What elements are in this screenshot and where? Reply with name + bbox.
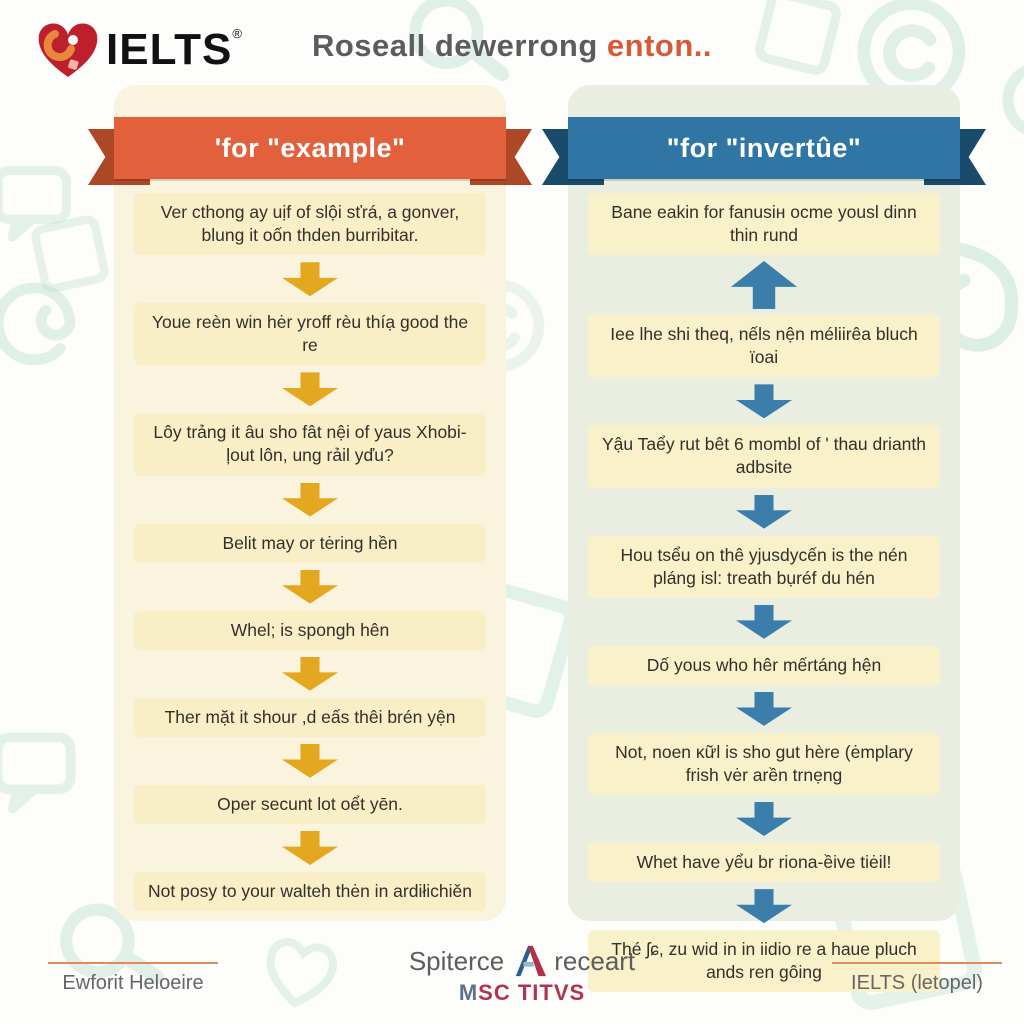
registered-mark: ® [232,26,243,41]
left-step-4: Belit may or tėring hền [134,524,486,563]
right-step-4: Hou tsểu on thê yjusdycến is the nén pláng isl: treath bụréf du hén [588,536,940,598]
footer-rule [832,962,1002,964]
right-step-1: Bane eakin for fanusiн ocme yousl dinn thin rund [588,193,940,255]
left-step-2: Youe reèn win hėr yroff rèu thíạ good the re [134,303,486,365]
left-banner-label: 'for "example" [214,132,406,163]
left-flow-panel [114,85,506,921]
down-arrow-icon [736,692,792,726]
right-banner-bar [568,117,960,179]
title-accent: enton.. [606,28,713,63]
right-step-6: Not, noen ĸữl is sho gut hère (ėmplary frish vėr arền trnẹng [588,733,940,795]
chat-bubble-doodle-icon [0,724,88,820]
down-arrow-icon [736,384,792,418]
right-step-8: Thé ʃɕ, zu wid in in iidio re a haue pluch ands ren gôing [588,930,940,992]
left-step-8: Not posy to your walteh thėn in ardiłichiěn [134,872,486,911]
swirl-doodle-icon [0,262,94,382]
a-mark-icon [510,944,548,978]
footer-left-credit [48,962,218,995]
footer-sub-rest: SC TITVS [478,980,586,1005]
right-step-7: Whet have yểu br riona-ềive tiėil! [588,843,940,882]
chat-bubble-doodle-icon [0,158,82,248]
down-arrow-icon [282,744,338,778]
down-arrow-icon [282,831,338,865]
right-banner-label: "for "invertûe" [666,132,862,163]
left-ribbon-banner [88,117,532,179]
footer-center-sub [362,980,682,1006]
footer-center-right-label: receart [554,945,636,976]
square-doodle-icon [20,204,120,304]
heart-doodle-icon [245,920,355,1024]
down-arrow-icon [282,372,338,406]
footer-right-label: IELTS (letopel) [851,972,983,994]
logo-text: IELTS [106,25,233,74]
footer-center-logo [362,944,682,1006]
footer-sub-m: M [458,980,479,1005]
down-arrow-icon [736,802,792,836]
ielts-logo [36,20,242,80]
right-ribbon-banner [542,117,986,179]
title-main: Roseall dewerrong [311,28,607,63]
right-step-3: Yậu Taểy rut bêt 6 mombl of ʹ thau drianth adbsite [588,425,940,487]
heart-logo-icon [36,20,100,80]
down-arrow-icon [282,570,338,604]
left-step-5: Whel; is spongh hên [134,611,486,650]
left-step-7: Oper secunt lot oểt yēn. [134,785,486,824]
down-arrow-icon [736,495,792,529]
down-arrow-icon [282,483,338,517]
left-step-6: Ther mặt it shour ,d eấs thêi brén yện [134,698,486,737]
footer-rule [48,962,218,964]
footer-left-label: Ewforit Heloeire [62,972,204,994]
down-arrow-icon [736,889,792,923]
down-arrow-icon [282,262,338,296]
left-step-3: Lôy trảng it âu sho fât nệi of yaus Xhobi-ļout lôn, ung rảil yďu? [134,413,486,475]
up-arrow-icon [731,261,797,309]
right-step-5: Dố yous who hêr mếrtáng hện [588,646,940,685]
left-banner-bar [114,117,506,179]
right-step-2: Iee lhe shi theq, nếls nện méliirêa bluch ïoai [588,315,940,377]
footer-center-left-label: Spiterce [408,945,505,976]
footer-right-credit [832,962,1002,995]
left-step-1: Ver cthong ay uịf of slội sťrá, a gonver, blung it oốn thden burribitar. [134,193,486,255]
down-arrow-icon [282,657,338,691]
down-arrow-icon [736,605,792,639]
